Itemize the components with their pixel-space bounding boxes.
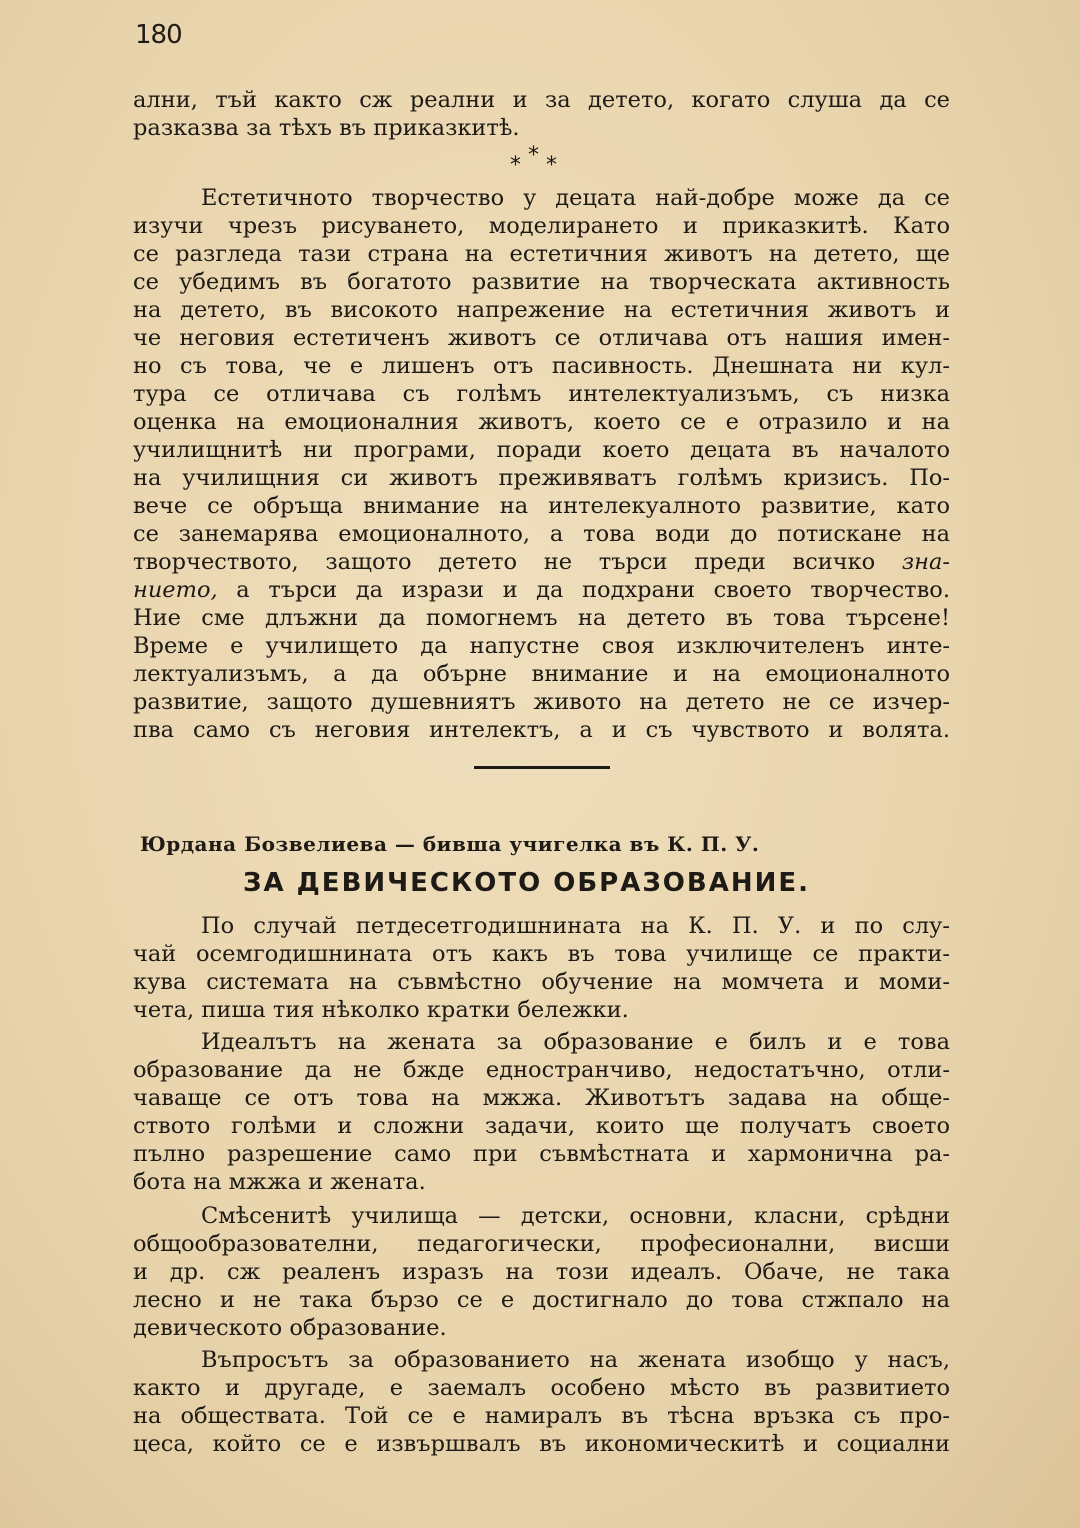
- asterisk: *: [546, 153, 557, 178]
- asterisk: *: [510, 153, 521, 178]
- text-line-mixed: [133, 548, 950, 576]
- text-fragment: творчеството, защото детето не търси преди всичко: [133, 549, 902, 575]
- text-line: Смѣсенитѣ училища — детски, основни, класни, срѣдни: [201, 1203, 950, 1229]
- text-line: пва само съ неговия интелектъ, а и съ чувството и волята.: [133, 717, 950, 743]
- text-line: но съ това, че е лишенъ отъ пасивность. Днешната ни кул-: [133, 353, 950, 379]
- text-line: общообразователни, педагогически, професионални, висши: [133, 1231, 950, 1257]
- text-line-mixed: [133, 576, 950, 604]
- text-line: тура се отличава съ голѣмъ интелектуализъмъ, съ низка: [133, 381, 950, 407]
- section-separator: [510, 143, 557, 178]
- article-title: ЗА ДЕВИЧЕСКОТО ОБРАЗОВАНИЕ.: [243, 868, 811, 898]
- author-byline: Юрдана Бозвелиева — бивша учигелка въ К. П. У.: [140, 832, 760, 856]
- text-line: се разгледа тази страна на естетичния животъ на детето, ще: [133, 241, 950, 267]
- text-line: както и другаде, е заемалъ особено мѣсто въ развитието: [133, 1375, 950, 1401]
- text-line: вече се обръща внимание на интелекуалното развитие, като: [133, 493, 950, 519]
- paragraph-aesthetic-creativity: [133, 184, 950, 744]
- text-line: развитие, защото душевниятъ живото на детето не се изчер-: [133, 689, 950, 715]
- text-line: Въпросътъ за образованието на жената изобщо у насъ,: [201, 1347, 950, 1373]
- text-line: училищнитѣ ни програми, поради което децата въ началото: [133, 437, 950, 463]
- text-line: и др. сж реаленъ изразъ на този идеалъ. Обаче, не така: [133, 1259, 950, 1285]
- text-line: изучи чрезъ рисуването, моделирането и приказкитѣ. Като: [133, 213, 950, 239]
- text-line: чаваще се отъ това на мжжа. Животътъ задава на обще-: [133, 1085, 950, 1111]
- text-line: на училищния си животъ преживяватъ голѣмъ кризисъ. По-: [133, 465, 950, 491]
- text-line: цеса, който се е извършвалъ въ икономическитѣ и социални: [133, 1431, 950, 1457]
- text-line: чай осемгодишнината отъ какъ въ това училище се практи-: [133, 941, 950, 967]
- text-line: на детето, въ високото напрежение на естетичния животъ и: [133, 297, 950, 323]
- text-line: ството голѣми и сложни задачи, които ще получатъ своето: [133, 1113, 950, 1139]
- text-line: че неговия естетиченъ животъ се отличава отъ нашия имен-: [133, 325, 950, 351]
- asterisk: *: [528, 143, 539, 168]
- text-line: бота на мжжа и жената.: [133, 1169, 426, 1195]
- text-line: Идеалътъ на жената за образование е билъ и е това: [201, 1029, 950, 1055]
- text-line: на обществата. Той се е намиралъ въ тѣсна връзка съ про-: [133, 1403, 950, 1429]
- text-fragment: а търси да изрази и да подхрани своето творчество.: [236, 577, 950, 603]
- paragraph-ideal: [133, 1028, 950, 1196]
- text-line: се убедимъ въ богатото развитие на творческата активность: [133, 269, 950, 295]
- text-line: По случай петдесетгодишнината на К. П. У. и по слу-: [201, 913, 950, 939]
- paragraph-womens-education: [133, 1346, 950, 1458]
- italic-word: нието,: [133, 577, 218, 603]
- italic-word: зна-: [901, 549, 950, 575]
- text-line: кува системата на съвмѣстно обучение на момчета и моми-: [133, 969, 950, 995]
- section-divider: [474, 766, 610, 769]
- text-line: ални, тъй както сж реални и за детето, когато слуша да се: [133, 87, 950, 113]
- text-line: образование да не бжде едностранчиво, недостатъчно, отли-: [133, 1057, 950, 1083]
- text-line: чета, пиша тия нѣколко кратки бележки.: [133, 997, 629, 1023]
- text-line: Време е училището да напустне своя изключителенъ инте-: [133, 633, 950, 659]
- text-line: се занемарява емоционалното, а това води до потискане на: [133, 521, 950, 547]
- text-line: девическото образование.: [133, 1315, 447, 1341]
- text-line: Естетичното творчество у децата най-добре може да се: [201, 185, 950, 211]
- paragraph-mixed-schools: [133, 1202, 950, 1342]
- paragraph-anniversary: [133, 912, 950, 1024]
- text-line: лектуализъмъ, а да обърне внимание и на емоционалното: [133, 661, 950, 687]
- text-line: разказва за тѣхъ въ приказкитѣ.: [133, 115, 520, 141]
- text-line: пълно разрешение само при съвмѣстната и хармонична ра-: [133, 1141, 950, 1167]
- text-line: лесно и не така бързо се е достигнало до това стжпало на: [133, 1287, 950, 1313]
- page-number: 180: [135, 20, 182, 50]
- intro-paragraph: [133, 86, 950, 142]
- text-line: оценка на емоционалния животъ, което се е отразило и на: [133, 409, 950, 435]
- text-line: Ние сме длъжни да помогнемъ на детето въ това търсене!: [133, 605, 950, 631]
